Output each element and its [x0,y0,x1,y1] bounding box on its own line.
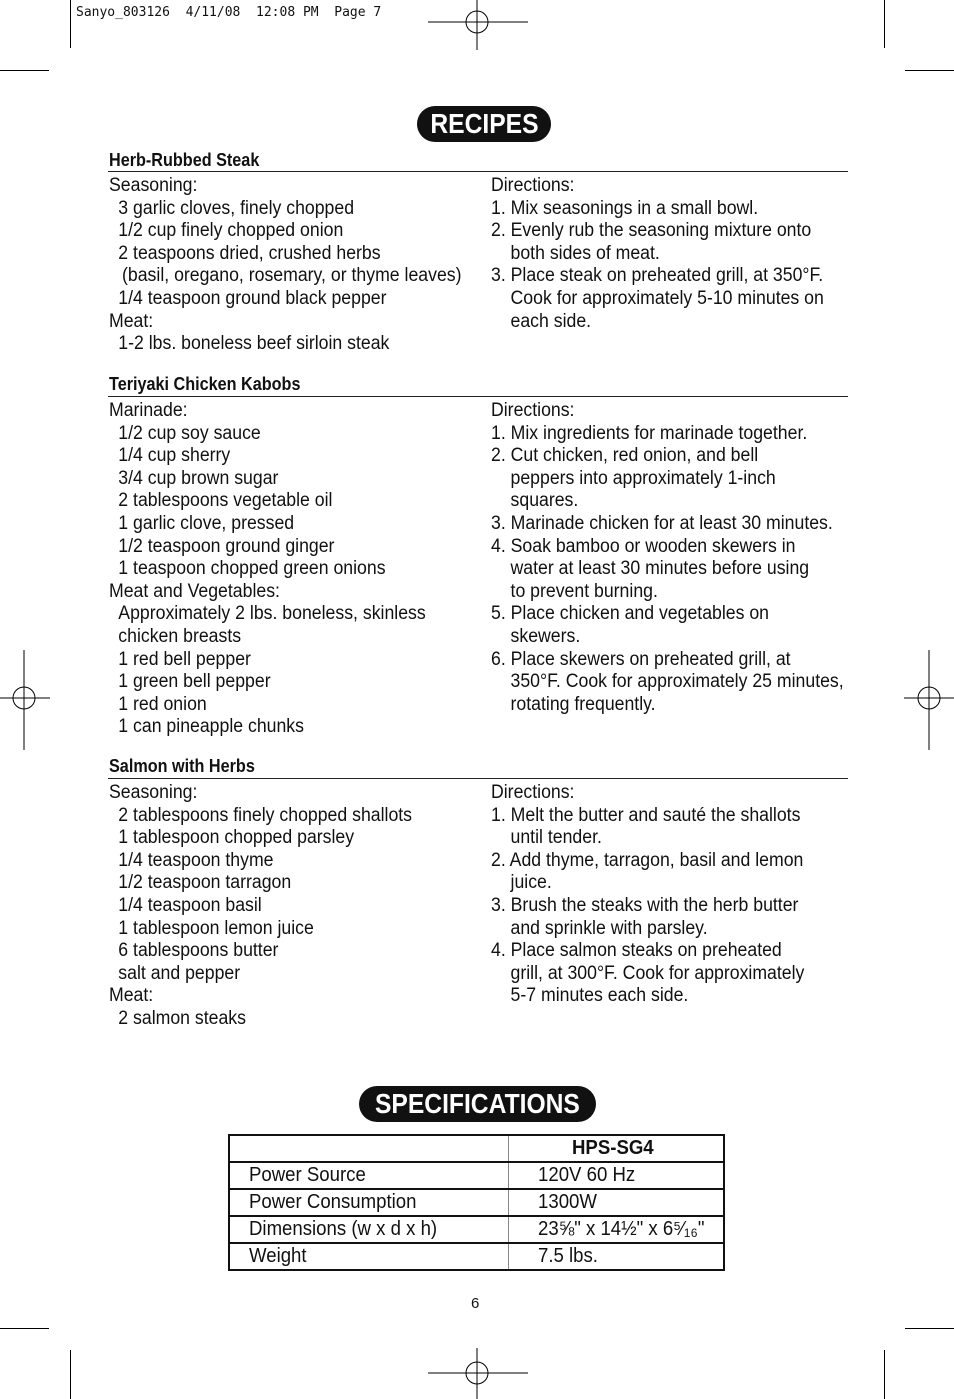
direction-line: water at least 30 minutes before using [510,558,810,580]
registration-mark-icon [904,650,954,750]
divider [108,396,848,397]
direction-line: 2. Evenly rub the seasoning mixture onto [491,220,812,242]
divider [108,778,848,779]
spec-label: Power Source [229,1162,509,1189]
ingredient-line: Seasoning: [109,782,198,803]
ingredient-line: Marinade: [109,400,188,421]
ingredient-line: 3/4 cup brown sugar [118,467,279,489]
crop-mark [905,1328,954,1329]
specifications-banner [359,1086,596,1122]
ingredient-line: 1-2 lbs. boneless beef sirloin steak [118,333,390,355]
spec-value: 23⅝" x 14½" x 6⁵⁄₁₆" [509,1216,725,1243]
table-row [229,1189,724,1216]
ingredient-line: 1 red onion [118,693,207,715]
table-row [229,1216,724,1243]
recipes-banner [417,106,551,142]
ingredient-line: 1 red bell pepper [118,648,251,670]
ingredient-line: 1/2 teaspoon tarragon [118,872,292,894]
direction-line: Directions: [491,175,575,196]
direction-line: to prevent burning. [510,580,658,602]
directions-column [491,175,824,333]
ingredient-line: 1/2 teaspoon ground ginger [118,535,335,557]
crop-mark [0,70,49,71]
ingredient-line: 1/4 cup sherry [118,445,231,467]
directions-column [491,782,804,1008]
ingredient-line: 1/4 teaspoon ground black pepper [118,287,387,309]
ingredient-line: 1 tablespoon chopped parsley [118,827,355,849]
ingredient-line: 1/2 cup soy sauce [118,422,261,444]
direction-line: 5. Place chicken and vegetables on [491,603,770,625]
direction-line: grill, at 300°F. Cook for approximately [510,962,805,984]
ingredient-line: 6 tablespoons butter [118,940,279,962]
direction-line: 350°F. Cook for approximately 25 minutes, [510,671,844,693]
print-slug: Sanyo_803126 4/11/08 12:08 PM Page 7 [76,5,382,20]
registration-mark-icon [428,0,528,50]
spec-value: 120V 60 Hz [509,1162,725,1189]
registration-mark-icon [0,650,50,750]
direction-line: Cook for approximately 5-10 minutes on [510,287,824,309]
table-row [229,1162,724,1189]
recipe-title: Teriyaki Chicken Kabobs [109,374,301,394]
table-header-blank [229,1135,509,1162]
directions-column [491,400,844,716]
crop-mark [70,1350,71,1399]
ingredient-line: 1 tablespoon lemon juice [118,917,314,939]
ingredient-line: Meat and Vegetables: [109,580,280,602]
ingredient-line: Seasoning: [109,175,198,196]
ingredient-line: 1/2 cup finely chopped onion [118,220,344,242]
direction-line: Directions: [491,400,575,421]
registration-mark-icon [428,1348,528,1399]
table-header-row [229,1135,724,1162]
direction-line: 3. Brush the steaks with the herb butter [491,894,799,916]
crop-mark [884,0,885,48]
recipe-title: Herb-Rubbed Steak [109,150,260,170]
recipe-title: Salmon with Herbs [109,756,255,776]
direction-line: peppers into approximately 1-inch [510,467,776,489]
ingredient-line: 2 teaspoons dried, crushed herbs [118,242,381,264]
direction-line: squares. [510,490,579,512]
ingredient-line: 2 tablespoons vegetable oil [118,490,333,512]
crop-mark [70,0,71,48]
ingredient-line: 3 garlic cloves, finely chopped [118,197,355,219]
direction-line: 6. Place skewers on preheated grill, at [491,648,791,670]
ingredient-line: Meat: [109,985,154,1007]
ingredient-line: chicken breasts [118,625,242,647]
direction-line: 4. Soak bamboo or wooden skewers in [491,535,796,557]
spec-value: 1300W [509,1189,725,1216]
direction-line: juice. [510,872,552,894]
direction-line: 5-7 minutes each side. [510,985,689,1007]
spec-value: 7.5 lbs. [538,1245,598,1267]
crop-mark [884,1350,885,1399]
direction-line: rotating frequently. [510,693,656,715]
table-row [229,1243,724,1270]
ingredient-line: 1/4 teaspoon thyme [118,849,274,871]
ingredient-line: 1 garlic clove, pressed [118,512,295,534]
spec-label: Weight [229,1243,509,1270]
ingredients-column [109,175,461,356]
ingredient-line: 1 green bell pepper [118,671,271,693]
ingredient-line: Meat: [109,310,154,332]
model-number: HPS-SG4 [509,1135,725,1162]
direction-line: 3. Place steak on preheated grill, at 350°F. [491,265,824,287]
direction-line: until tender. [510,827,602,849]
recipes-heading: RECIPES [429,108,539,139]
crop-mark [0,1328,49,1329]
direction-line: both sides of meat. [510,242,660,264]
page-number: 6 [471,1295,480,1312]
specifications-table [228,1134,725,1271]
ingredient-line: Approximately 2 lbs. boneless, skinless [118,603,426,625]
direction-line: 4. Place salmon steaks on preheated [491,940,782,962]
direction-line: 2. Add thyme, tarragon, basil and lemon [491,849,804,871]
direction-line: 1. Mix ingredients for marinade together. [491,422,808,444]
ingredients-column [109,400,426,739]
ingredient-line: (basil, oregano, rosemary, or thyme leaves) [122,265,462,287]
direction-line: Directions: [491,782,575,803]
direction-line: and sprinkle with parsley. [510,917,708,939]
direction-line: each side. [510,310,592,332]
ingredient-line: 1 can pineapple chunks [118,716,304,738]
ingredient-line: 1 teaspoon chopped green onions [118,558,386,580]
direction-line: skewers. [510,625,581,647]
spec-label: Power Consumption [229,1189,509,1216]
ingredient-line: 1/4 teaspoon basil [118,894,262,916]
direction-line: 2. Cut chicken, red onion, and bell [491,445,759,467]
specifications-heading: SPECIFICATIONS [375,1088,580,1119]
ingredient-line: 2 salmon steaks [118,1007,246,1029]
divider [108,171,848,172]
direction-line: 1. Mix seasonings in a small bowl. [491,197,759,219]
ingredient-line: salt and pepper [118,962,241,984]
spec-label: Dimensions (w x d x h) [229,1216,509,1243]
direction-line: 3. Marinade chicken for at least 30 minutes. [491,512,833,534]
crop-mark [905,70,954,71]
ingredient-line: 2 tablespoons finely chopped shallots [118,804,413,826]
ingredients-column [109,782,412,1031]
direction-line: 1. Melt the butter and sauté the shallots [491,804,801,826]
